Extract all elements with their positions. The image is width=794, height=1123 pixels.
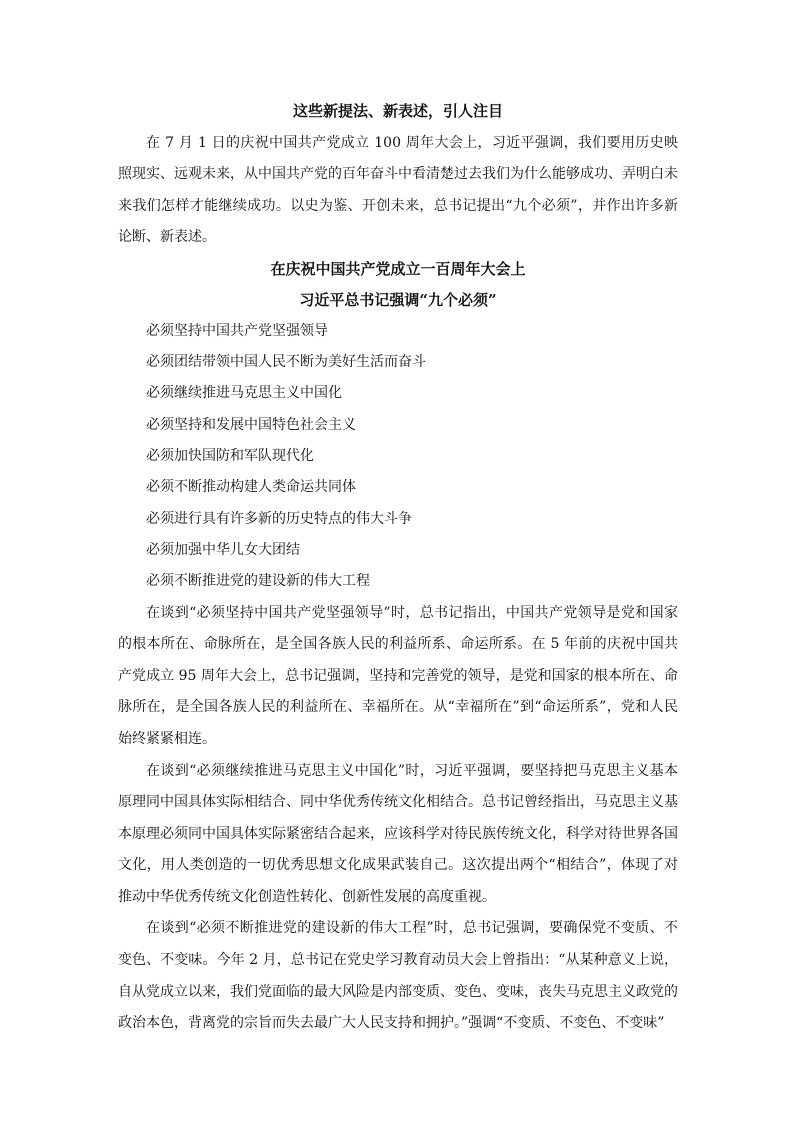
list-item: 必须坚持中国共产党坚强领导 [146,322,328,339]
section-title-line-1: 在庆祝中国共产党成立一百周年大会上 [270,259,526,278]
list-item: 必须加强中华儿女大团结 [146,541,300,558]
list-item: 必须进行具有许多新的历史特点的伟大斗争 [146,510,412,527]
intro-paragraph: 在 7 月 1 日的庆祝中国共产党成立 100 周年大会上，习近平强调，我们要用历史映照现实、远观未来，从中国共产党的百年奋斗中看清楚过去我们为什么能够成功、弄明白未来我们怎样才能继续成功。以史为鉴、开创未来，总书记提出“九个必须”，并作出许多新论断、新表述。 [118,134,678,246]
list-item: 必须继续推进马克思主义中国化 [146,385,342,402]
article-title: 这些新提法、新表述，引人注目 [292,102,503,120]
nine-musts-list [118,316,678,598]
section-title-line-2: 习近平总书记强调“九个必须” [299,290,497,309]
leadership-paragraph: 在谈到“必须坚持中国共产党坚强领导”时，总书记指出，中国共产党领导是党和国家的根本所在、命脉所在，是全国各族人民的利益所系、命运所系。在 5 年前的庆祝中国共产党成立 95 周年大会上，总书记强调，坚持和完善党的领导，是党和国家的根本所在、命脉所在，是全国各族人民的利益所在、幸福所在。从“幸福所在”到“命运所系”，党和人民始终紧紧相连。 [118,604,678,747]
document-page [118,96,678,1040]
marxism-paragraph: 在谈到“必须继续推进马克思主义中国化”时，习近平强调，要坚持把马克思主义基本原理同中国具体实际相结合、同中华优秀传统文化相结合。总书记曾经指出，马克思主义基本原理必须同中国具体实际紧密结合起来，应该科学对待民族传统文化，科学对待世界各国文化，用人类创造的一切优秀思想文化成果武装自己。这次提出两个“相结合”，体现了对推动中华优秀传统文化创造性转化、创新性发展的高度重视。 [118,762,678,905]
party-building-paragraph: 在谈到“必须不断推进党的建设新的伟大工程”时，总书记强调，要确保党不变质、不变色、不变味。今年 2 月，总书记在党史学习教育动员大会上曾指出：“从某种意义上说，自从党成立以来，我们党面临的最大风险是内部变质、变色、变味，丧失马克思主义政党的政治本色，背离党的宗旨而失去最广大人民支持和拥护。”强调“不变质、不变色、不变味” [118,920,678,1032]
list-item: 必须不断推动构建人类命运共同体 [146,479,356,496]
list-item: 必须不断推进党的建设新的伟大工程 [146,573,370,590]
list-item: 必须坚持和发展中国特色社会主义 [146,416,356,433]
list-item: 必须团结带领中国人民不断为美好生活而奋斗 [146,354,426,371]
list-item: 必须加快国防和军队现代化 [146,448,314,465]
